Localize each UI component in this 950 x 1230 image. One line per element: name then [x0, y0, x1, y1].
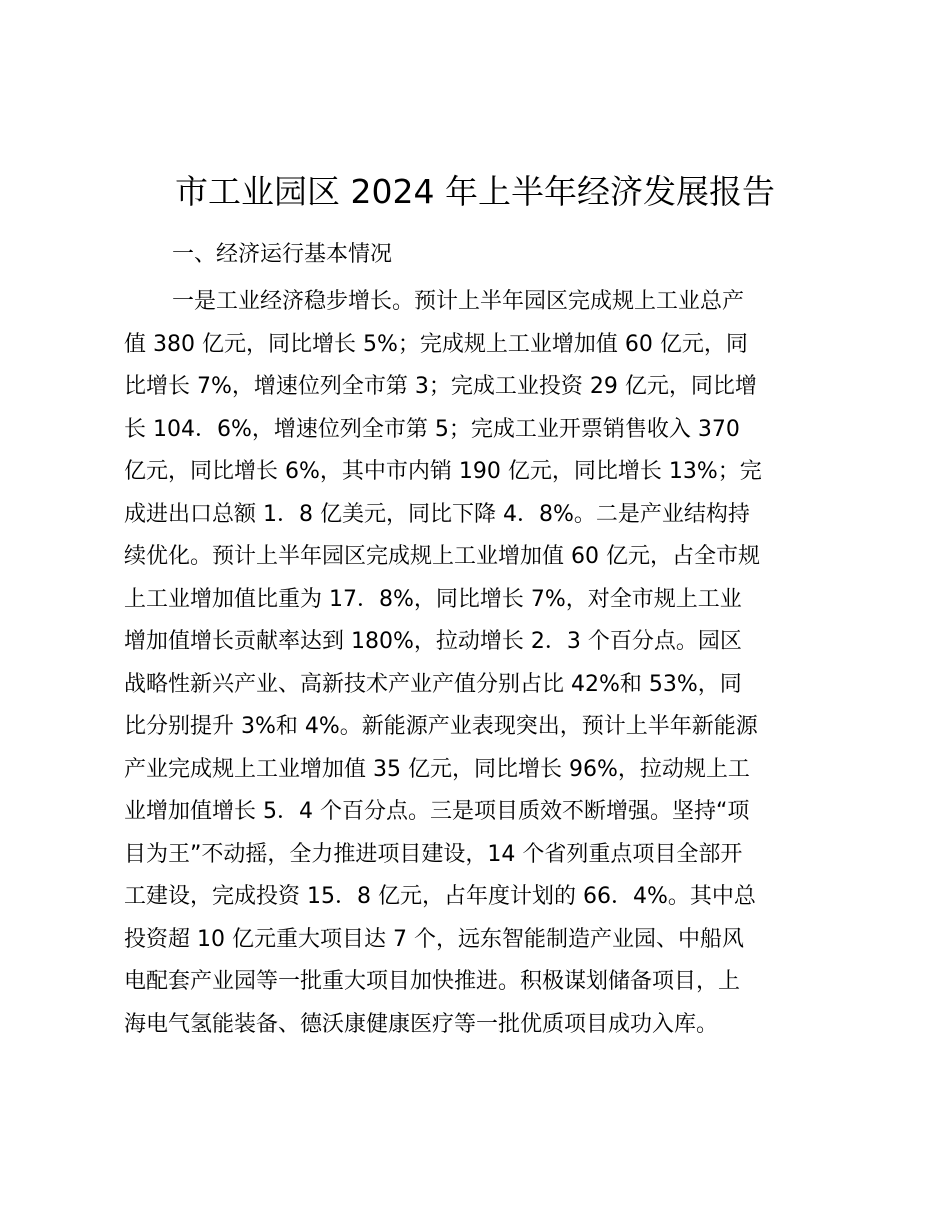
- body-paragraph: [124, 281, 840, 1046]
- paragraph-line: 长 104．6%，增速位列全市第 5；完成工业开票销售收入 370: [124, 416, 740, 442]
- paragraph-line: 比增长 7%，增速位列全市第 3；完成工业投资 29 亿元，同比增: [124, 374, 757, 399]
- paragraph-line: 电配套产业园等一批重大项目加快推进。积极谋划储备项目，上: [124, 969, 741, 994]
- document-title: 市工业园区 2024 年上半年经济发展报告: [175, 172, 775, 211]
- paragraph-line: 上工业增加值比重为 17．8%，同比增长 7%，对全市规上工业: [124, 586, 742, 612]
- paragraph-line: 战略性新兴产业、高新技术产业产值分别占比 42%和 53%，同: [124, 671, 742, 697]
- paragraph-line: 增加值增长贡献率达到 180%，拉动增长 2．3 个百分点。园区: [124, 629, 742, 654]
- paragraph-line: 业增加值增长 5．4 个百分点。三是项目质效不断增强。坚持“项: [124, 799, 750, 824]
- paragraph-line: 比分别提升 3%和 4%。新能源产业表现突出，预计上半年新能源: [124, 714, 758, 739]
- paragraph-line: 海电气氢能装备、德沃康健康医疗等一批优质项目成功入库。: [124, 1011, 719, 1037]
- paragraph-line: 成进出口总额 1．8 亿美元，同比下降 4．8%。二是产业结构持: [124, 501, 750, 527]
- paragraph-line: 续优化。预计上半年园区完成规上工业增加值 60 亿元，占全市规: [124, 544, 760, 569]
- paragraph-line: 投资超 10 亿元重大项目达 7 个，远东智能制造产业园、中船风: [124, 926, 744, 952]
- paragraph-line: 一是工业经济稳步增长。预计上半年园区完成规上工业总产: [172, 289, 745, 314]
- paragraph-line: 目为王”不动摇，全力推进项目建设，14 个省列重点项目全部开: [124, 841, 743, 867]
- section-heading: 一、经济运行基本情况: [172, 242, 393, 267]
- paragraph-line: 亿元，同比增长 6%，其中市内销 190 亿元，同比增长 13%；完: [124, 459, 762, 484]
- paragraph-line: 工建设，完成投资 15．8 亿元，占年度计划的 66．4%。其中总: [124, 884, 756, 909]
- paragraph-line: 产业完成规上工业增加值 35 亿元，同比增长 96%，拉动规上工: [124, 756, 750, 782]
- paragraph-line: 值 380 亿元，同比增长 5%；完成规上工业增加值 60 亿元，同: [124, 331, 748, 357]
